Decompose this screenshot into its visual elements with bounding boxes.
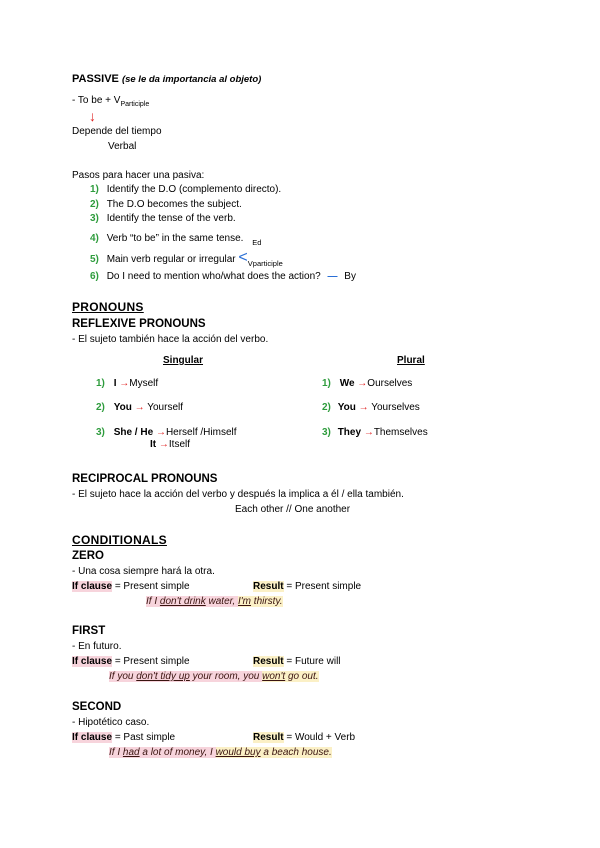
row-number: 2) bbox=[322, 402, 331, 413]
second-example bbox=[109, 747, 332, 758]
step-number: 3) bbox=[90, 213, 99, 224]
list-item bbox=[90, 249, 283, 268]
example-text: your room, you bbox=[189, 671, 263, 682]
result-label: Result bbox=[253, 732, 284, 743]
example-if-part bbox=[109, 747, 216, 758]
right-arrow-icon: → bbox=[357, 378, 368, 389]
passive-heading bbox=[72, 73, 261, 85]
right-arrow-icon: → bbox=[119, 378, 130, 389]
result-label: Result bbox=[253, 581, 284, 592]
passive-subtitle: (se le da importancia al objeto) bbox=[121, 74, 262, 85]
example-verb: would buy bbox=[215, 747, 261, 758]
step-number: 4) bbox=[90, 233, 99, 244]
reflexive-pronoun: Herself /Himself bbox=[165, 427, 237, 438]
formula-subscript: Participle bbox=[120, 101, 150, 108]
if-clause-label: If clause bbox=[72, 581, 113, 592]
zero-desc: - Una cosa siempre hará la otra. bbox=[72, 566, 215, 577]
reflexive-desc: - El sujeto también hace la acción del verbo. bbox=[72, 334, 269, 345]
example-if-part bbox=[146, 596, 238, 607]
example-result-part bbox=[216, 747, 332, 758]
result-label: Result bbox=[253, 656, 284, 667]
if-rule-text: = Present simple bbox=[114, 581, 190, 592]
subject-pronoun: I bbox=[113, 378, 117, 389]
first-desc: - En futuro. bbox=[72, 641, 122, 652]
zero-example bbox=[146, 596, 283, 607]
subject-pronoun: You bbox=[113, 402, 132, 413]
example-if-part bbox=[109, 671, 262, 682]
step-note: By bbox=[344, 271, 356, 282]
list-item bbox=[90, 213, 236, 224]
example-verb: don't tidy up bbox=[136, 671, 190, 682]
reflexive-pronoun: Ourselves bbox=[367, 378, 413, 389]
pronouns-title: PRONOUNS bbox=[72, 300, 144, 314]
subject-pronoun: She / He bbox=[113, 427, 154, 438]
reflexive-title: REFLEXIVE PRONOUNS bbox=[72, 318, 206, 330]
first-example bbox=[109, 671, 319, 682]
row-number: 1) bbox=[96, 378, 105, 389]
step-note: Ed bbox=[252, 238, 262, 247]
second-title: SECOND bbox=[72, 701, 122, 713]
bracket-icon: < bbox=[238, 249, 248, 266]
zero-result-rule bbox=[253, 581, 361, 592]
subject-pronoun: You bbox=[337, 402, 356, 413]
list-item bbox=[90, 271, 356, 282]
row-number: 1) bbox=[322, 378, 331, 389]
right-arrow-icon: → bbox=[158, 439, 169, 450]
step-text: Do I need to mention who/what does the action? bbox=[106, 271, 321, 282]
if-clause-label: If clause bbox=[72, 656, 113, 667]
reciprocal-desc: - El sujeto hace la acción del verbo y después la implica a él / ella también. bbox=[72, 489, 404, 500]
table-row bbox=[96, 427, 237, 438]
zero-title: ZERO bbox=[72, 550, 104, 562]
reflexive-pronoun: Yourself bbox=[147, 402, 184, 413]
example-verb: won't bbox=[262, 671, 286, 682]
reflexive-pronoun: Yourselves bbox=[371, 402, 420, 413]
row-number: 2) bbox=[96, 402, 105, 413]
subject-pronoun: They bbox=[337, 427, 362, 438]
example-text: water, bbox=[205, 596, 238, 607]
list-item bbox=[90, 184, 281, 195]
table-row bbox=[150, 439, 190, 450]
table-row bbox=[322, 378, 412, 389]
result-rule-text: = Would + Verb bbox=[286, 732, 356, 743]
first-result-rule bbox=[253, 656, 341, 667]
example-result-part bbox=[262, 671, 318, 682]
reflexive-pronoun: Themselves bbox=[373, 427, 428, 438]
down-arrow-icon: ↓ bbox=[89, 108, 96, 124]
step-text: The D.O becomes the subject. bbox=[106, 199, 242, 210]
second-result-rule bbox=[253, 732, 355, 743]
row-number: 3) bbox=[96, 427, 105, 438]
right-arrow-icon: → bbox=[358, 402, 369, 413]
row-number: 3) bbox=[322, 427, 331, 438]
passive-depends-2: Verbal bbox=[108, 141, 137, 152]
right-arrow-icon: → bbox=[134, 402, 145, 413]
table-row bbox=[96, 378, 158, 389]
reflexive-pronoun: Itself bbox=[168, 439, 191, 450]
list-item bbox=[90, 233, 262, 247]
passive-steps-intro: Pasos para hacer una pasiva: bbox=[72, 170, 205, 181]
singular-header: Singular bbox=[163, 355, 204, 366]
passive-formula bbox=[72, 95, 149, 108]
reflexive-pronoun: Myself bbox=[129, 378, 159, 389]
right-arrow-icon: → bbox=[363, 427, 374, 438]
table-row bbox=[96, 402, 183, 413]
list-item bbox=[90, 199, 242, 210]
subject-pronoun: We bbox=[339, 378, 355, 389]
if-rule-text: = Past simple bbox=[114, 732, 176, 743]
subject-pronoun: It bbox=[150, 439, 157, 450]
passive-title: PASSIVE bbox=[72, 73, 119, 85]
if-clause-label: If clause bbox=[72, 732, 113, 743]
example-verb: don't drink bbox=[159, 596, 206, 607]
step-number: 1) bbox=[90, 184, 99, 195]
table-row bbox=[322, 427, 428, 438]
table-row bbox=[322, 402, 420, 413]
result-rule-text: = Present simple bbox=[286, 581, 362, 592]
if-rule-text: = Present simple bbox=[114, 656, 190, 667]
reciprocal-title: RECIPROCAL PRONOUNS bbox=[72, 473, 218, 485]
example-text: go out. bbox=[285, 671, 319, 682]
step-text: Main verb regular or irregular bbox=[106, 254, 236, 265]
step-text: Identify the D.O (complemento directo). bbox=[106, 184, 282, 195]
example-text: a lot of money, I bbox=[139, 747, 216, 758]
passive-depends-1: Depende del tiempo bbox=[72, 126, 162, 137]
first-title: FIRST bbox=[72, 625, 106, 637]
step-number: 2) bbox=[90, 199, 99, 210]
example-text: thirsty. bbox=[251, 596, 283, 607]
step-number: 5) bbox=[90, 254, 99, 265]
example-text: If I bbox=[146, 596, 160, 607]
zero-if-rule bbox=[72, 581, 190, 592]
formula-prefix: - To be + V bbox=[72, 95, 121, 106]
plural-header: Plural bbox=[397, 355, 425, 366]
step-number: 6) bbox=[90, 271, 99, 282]
example-text: If I bbox=[109, 747, 123, 758]
example-verb: had bbox=[122, 747, 140, 758]
example-text: a beach house. bbox=[260, 747, 332, 758]
reciprocal-example: Each other // One another bbox=[235, 504, 351, 515]
conditionals-title: CONDITIONALS bbox=[72, 533, 167, 547]
result-rule-text: = Future will bbox=[286, 656, 341, 667]
step-text: Identify the tense of the verb. bbox=[106, 213, 236, 224]
right-arrow-icon: → bbox=[155, 427, 166, 438]
step-note: Vparticiple bbox=[247, 259, 283, 268]
second-desc: - Hipotético caso. bbox=[72, 717, 150, 728]
dash-icon: — bbox=[327, 271, 338, 282]
step-text: Verb “to be” in the same tense. bbox=[106, 233, 244, 244]
example-verb: I'm bbox=[237, 596, 252, 607]
second-if-rule bbox=[72, 732, 175, 743]
example-text: If you bbox=[109, 671, 137, 682]
example-result-part bbox=[238, 596, 283, 607]
first-if-rule bbox=[72, 656, 190, 667]
